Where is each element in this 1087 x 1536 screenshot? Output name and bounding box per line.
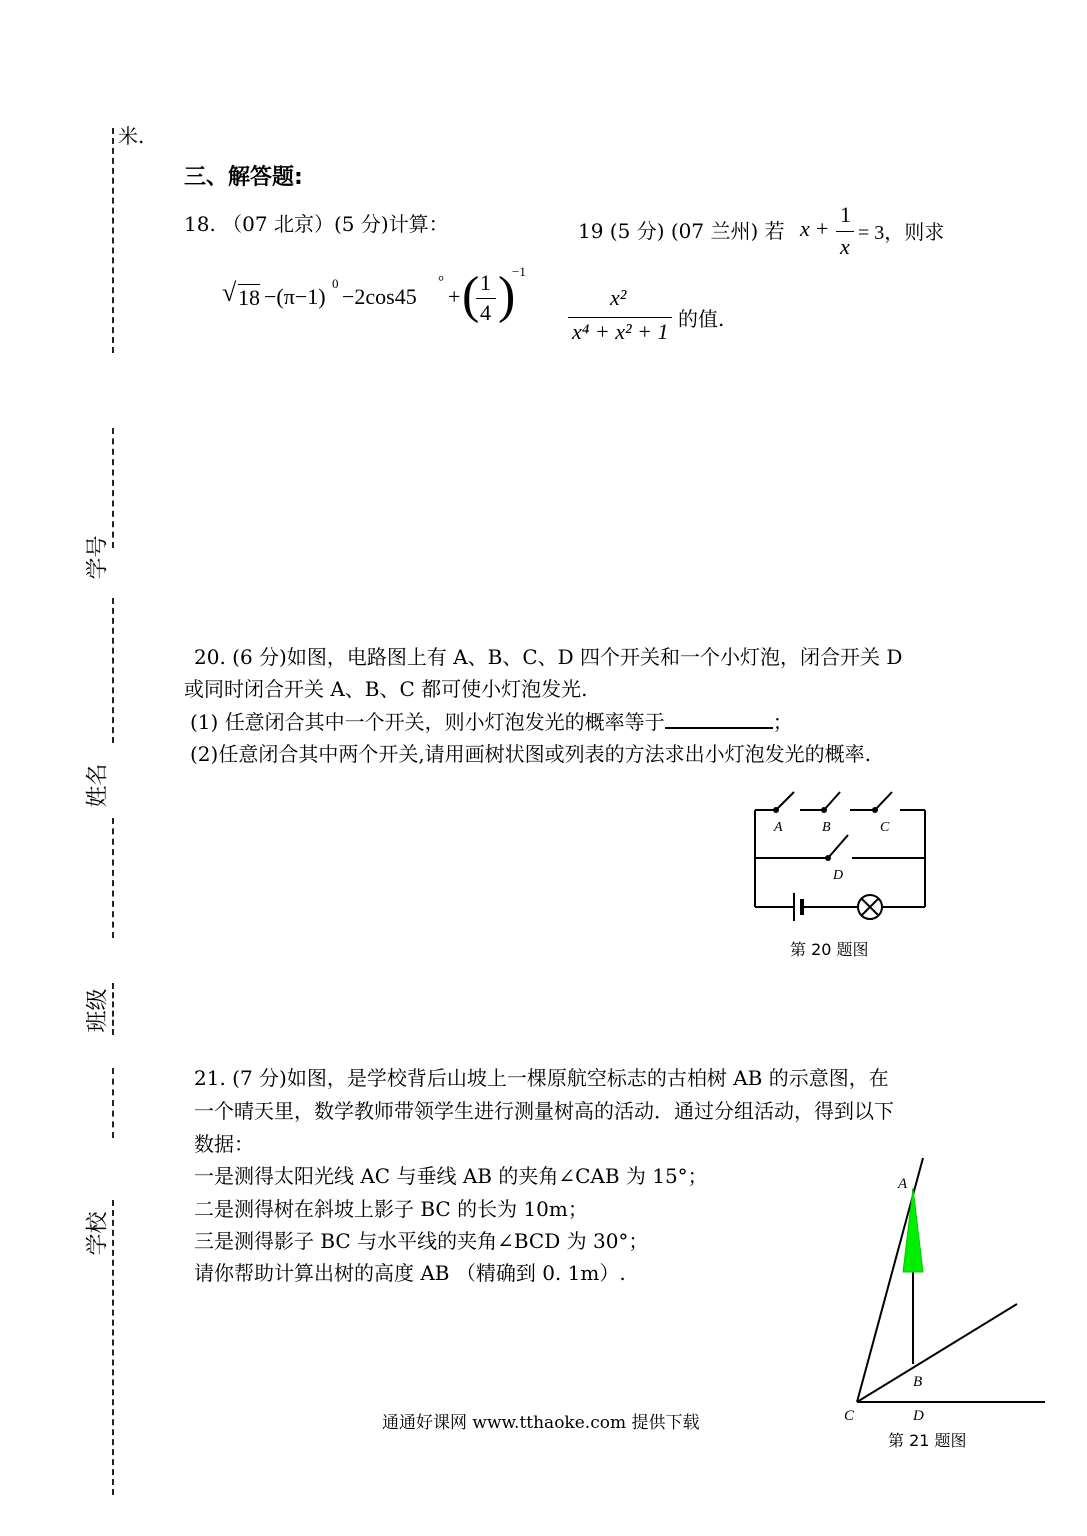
- sqrt-radicand: 18: [238, 285, 260, 310]
- q20-line3-text: (1) 任意闭合其中一个开关，则小灯泡发光的概率等于: [190, 710, 665, 734]
- switch-c-label: C: [880, 820, 890, 835]
- q21-line3: 数据：: [194, 1132, 254, 1156]
- q20-line1: 20. (6 分)如图，电路图上有 A、B、C、D 四个开关和一个小灯泡，闭合开关 D: [194, 645, 903, 669]
- binding-line-4: [112, 818, 114, 938]
- binding-line-5: [112, 983, 114, 1035]
- top-fragment: 米.: [118, 124, 145, 148]
- frac-bar: [476, 298, 496, 299]
- q18-part1: −(π−1): [264, 284, 326, 309]
- margin-label-banji: 班级: [85, 988, 111, 1033]
- paren-right: ): [498, 267, 516, 324]
- q18-part2: −2cos45: [342, 284, 417, 309]
- section-title: 三、解答题:: [184, 165, 303, 190]
- q19-frac-num: x²: [610, 285, 627, 310]
- cond-x: x: [800, 216, 810, 241]
- binding-line-2: [112, 428, 114, 548]
- q21-line2: 一个晴天里，数学教师带领学生进行测量树高的活动．通过分组活动，得到以下: [194, 1099, 894, 1123]
- q18-deg: °: [438, 274, 444, 290]
- q18-sup0: 0: [332, 276, 339, 291]
- q19-condition: [800, 200, 970, 262]
- margin-label-xuehao: 学号: [85, 535, 111, 580]
- frac-den: 4: [480, 300, 491, 325]
- binding-line-1: [112, 128, 114, 353]
- footer-credit: 通通好课网 www.tthaoke.com 提供下载: [382, 1413, 700, 1433]
- circuit-diagram: [740, 775, 940, 925]
- q18-heading: 18. （07 北京）(5 分)计算：: [184, 212, 449, 236]
- point-d-label: D: [913, 1408, 924, 1424]
- paren-left: (: [462, 267, 480, 324]
- sqrt-symbol: √: [222, 278, 237, 307]
- q20-line4: (2)任意闭合其中两个开关,请用画树状图或列表的方法求出小灯泡发光的概率.: [190, 742, 872, 766]
- q20-line2: 或同时闭合开关 A、B、C 都可使小灯泡发光.: [184, 677, 588, 701]
- cond-bar: [836, 231, 854, 232]
- fig20-caption: 第 20 题图: [790, 940, 869, 959]
- point-a-label: A: [898, 1176, 908, 1192]
- q18-sup-neg1: −1: [512, 264, 526, 279]
- tree-slope-diagram: [835, 1150, 1050, 1435]
- q19-fraction: [568, 285, 748, 350]
- margin-label-xingming: 姓名: [85, 763, 111, 808]
- tree-shape: [903, 1188, 923, 1272]
- switch-a-label: A: [774, 820, 783, 835]
- q20-line3: [190, 705, 793, 738]
- q21-line7: 请你帮助计算出树的高度 AB （精确到 0. 1m）.: [194, 1261, 626, 1285]
- answer-blank[interactable]: [665, 705, 773, 729]
- q19-frac-bar: [568, 317, 672, 318]
- cond-plus: +: [816, 216, 829, 241]
- point-b-label: B: [913, 1374, 923, 1390]
- q21-line6: 三是测得影子 BC 与水平线的夹角∠BCD 为 30°；: [194, 1229, 649, 1253]
- q21-line4: 一是测得太阳光线 AC 与垂线 AB 的夹角∠CAB 为 15°；: [194, 1164, 708, 1188]
- q18-part3: +: [448, 284, 461, 309]
- cond-eq: = 3，则求: [858, 222, 945, 244]
- cond-den: x: [840, 234, 850, 259]
- binding-line-6: [112, 1068, 114, 1138]
- q19-frac-den: x⁴ + x² + 1: [572, 319, 669, 344]
- binding-line-7: [112, 1200, 114, 1495]
- switch-b-label: B: [822, 820, 831, 835]
- binding-line-3: [112, 598, 114, 743]
- point-c-label: C: [844, 1408, 855, 1424]
- margin-label-xuexiao: 学校: [85, 1211, 111, 1256]
- q20-line3-end: ；: [772, 710, 793, 734]
- q19-tail: 的值.: [678, 307, 725, 331]
- switch-d-label: D: [833, 868, 844, 883]
- q21-line5: 二是测得树在斜坡上影子 BC 的长为 10m；: [194, 1197, 588, 1221]
- q18-expression: [222, 264, 532, 332]
- fig21-caption: 第 21 题图: [888, 1431, 967, 1450]
- frac-num: 1: [480, 270, 491, 295]
- q19-heading: 19 (5 分) (07 兰州) 若: [578, 219, 785, 243]
- q21-line1: 21. (7 分)如图，是学校背后山坡上一棵原航空标志的古柏树 AB 的示意图，在: [194, 1066, 889, 1090]
- cond-num: 1: [840, 202, 851, 227]
